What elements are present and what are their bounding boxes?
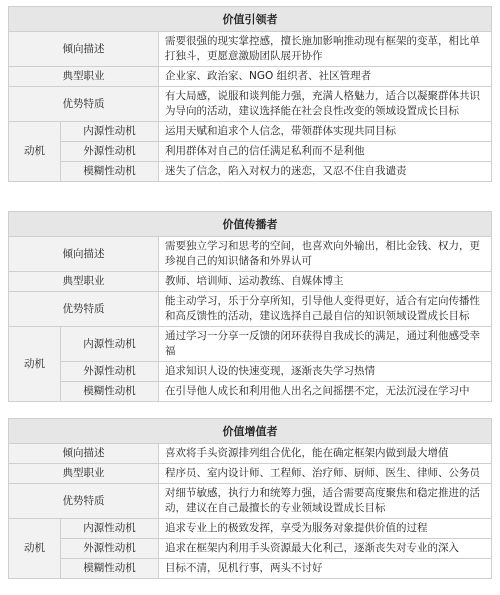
vague-text: 目标不清，见机行事，两头不讨好 [159, 559, 492, 579]
row-label-vague: 模糊性动机 [61, 559, 159, 579]
row-label-intrinsic: 内源性动机 [61, 122, 159, 142]
jobs-text: 教师、培训师、运动教练、自媒体博主 [159, 272, 492, 292]
traits-text: 能主动学习，乐于分享所知，引导他人变得更好，适合有定向传播性和高反馈性的活动，建议选择自己最自信的知识领域设置成长目标 [159, 292, 492, 327]
extrinsic-text: 追求在框架内利用手头资源最大化利己，逐渐丧失对专业的深入 [159, 539, 492, 559]
row-label-intrinsic: 内源性动机 [61, 519, 159, 539]
row-label-extrinsic: 外源性动机 [61, 142, 159, 162]
row-label-traits: 优势特质 [9, 484, 159, 519]
row-label-tendency: 倾向描述 [9, 444, 159, 464]
tendency-text: 需要独立学习和思考的空间，也喜欢向外输出，相比金钱、权力，更珍视自己的知识储备和外界认可 [159, 237, 492, 272]
row-label-traits: 优势特质 [9, 292, 159, 327]
vague-text: 在引导他人成长和利用他人出名之间摇摆不定，无法沉浸在学习中 [159, 382, 492, 402]
jobs-text: 程序员、室内设计师、工程师、治疗师、厨师、医生、律师、公务员 [159, 464, 492, 484]
table-title: 价值传播者 [9, 212, 492, 237]
extrinsic-text: 追求知识人设的快速变现，逐渐丧失学习热情 [159, 362, 492, 382]
table-value-adder [8, 418, 492, 579]
intrinsic-text: 通过学习一分享一反馈的闭环获得自我成长的满足，通过利他感受幸福 [159, 327, 492, 362]
row-label-jobs: 典型职业 [9, 272, 159, 292]
traits-text: 有大局感，说服和谈判能力强，充满人格魅力，适合以凝聚群体共识为导向的活动，建议选择能在社会良性改变的领域设置成长目标 [159, 87, 492, 122]
traits-text: 对细节敏感，执行力和统筹力强，适合需要高度聚焦和稳定推进的活动，建议在自己最擅长的专业领域设置成长目标 [159, 484, 492, 519]
row-label-vague: 模糊性动机 [61, 162, 159, 182]
tendency-text: 喜欢将手头资源排列组合优化，能在确定框架内做到最大增值 [159, 444, 492, 464]
intrinsic-text: 追求专业上的极致发挥，享受为服务对象提供价值的过程 [159, 519, 492, 539]
row-label-vague: 模糊性动机 [61, 382, 159, 402]
row-label-jobs: 典型职业 [9, 67, 159, 87]
table-value-communicator [8, 211, 492, 402]
row-label-extrinsic: 外源性动机 [61, 362, 159, 382]
row-label-motive: 动机 [9, 327, 61, 402]
row-label-tendency: 倾向描述 [9, 32, 159, 67]
row-label-extrinsic: 外源性动机 [61, 539, 159, 559]
row-label-jobs: 典型职业 [9, 464, 159, 484]
tendency-text: 需要很强的现实掌控感，擅长施加影响推动现有框架的变革，相比单打独斗，更愿意激励团队展开协作 [159, 32, 492, 67]
intrinsic-text: 运用天赋和追求个人信念，带领群体实现共同目标 [159, 122, 492, 142]
row-label-motive: 动机 [9, 122, 61, 182]
row-label-tendency: 倾向描述 [9, 237, 159, 272]
row-label-intrinsic: 内源性动机 [61, 327, 159, 362]
table-value-leader [8, 6, 492, 182]
extrinsic-text: 利用群体对自己的信任满足私利而不是利他 [159, 142, 492, 162]
table-title: 价值增值者 [9, 419, 492, 444]
row-label-traits: 优势特质 [9, 87, 159, 122]
row-label-motive: 动机 [9, 519, 61, 579]
vague-text: 迷失了信念，陷入对权力的迷恋，又忍不住自我谴责 [159, 162, 492, 182]
jobs-text: 企业家、政治家、NGO 组织者、社区管理者 [159, 67, 492, 87]
table-title: 价值引领者 [9, 7, 492, 32]
